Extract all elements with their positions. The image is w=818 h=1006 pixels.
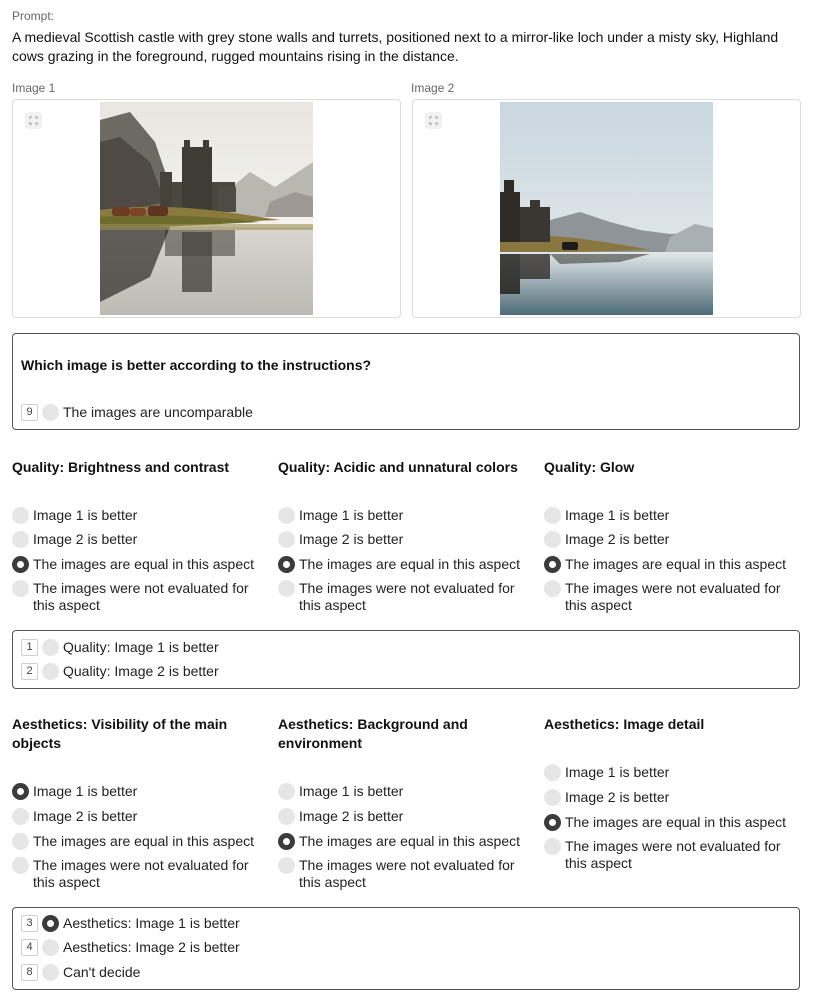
prompt-text: A medieval Scottish castle with grey stone walls and turrets, positioned next to a mirror-like loch under a misty sky, Highland cows grazing in the foreground, rugged mountains rising in the distance. <box>12 29 779 64</box>
quality-column-3-option[interactable] <box>544 531 799 548</box>
option-label: Image 1 is better <box>33 783 138 799</box>
aesthetics-column-1-option[interactable] <box>12 857 267 891</box>
radio-button[interactable] <box>12 556 29 573</box>
radio-button[interactable] <box>278 857 295 874</box>
radio-button[interactable] <box>544 531 561 548</box>
option-label: Image 1 is better <box>299 783 404 799</box>
radio-button[interactable] <box>278 783 295 800</box>
radio-button[interactable] <box>12 531 29 548</box>
aesthetics-column-2-option[interactable] <box>278 808 533 825</box>
aesthetics-column-3-option[interactable] <box>544 814 799 831</box>
radio-button[interactable] <box>278 531 295 548</box>
radio-button[interactable] <box>42 663 59 680</box>
aesthetics-column-3-option[interactable] <box>544 838 799 872</box>
radio-button[interactable] <box>544 580 561 597</box>
option-label: The images were not evaluated for this aspect <box>565 838 781 871</box>
radio-button[interactable] <box>278 808 295 825</box>
option-label: Image 2 is better <box>33 808 138 824</box>
image-1-card <box>12 99 401 318</box>
radio-button[interactable] <box>42 639 59 656</box>
radio-button[interactable] <box>278 556 295 573</box>
quality-column-1-option[interactable] <box>12 531 267 548</box>
option-label: Image 2 is better <box>565 531 670 547</box>
image-1-photo[interactable] <box>100 102 313 315</box>
aesthetics-column-2-option[interactable] <box>278 783 533 800</box>
option-label: Image 2 is better <box>565 789 670 805</box>
quality-column-2-title: Quality: Acidic and unnatural colors <box>278 459 518 475</box>
expand-icon[interactable] <box>425 112 442 129</box>
expand-icon[interactable] <box>25 112 42 129</box>
aesthetics-column-3-option[interactable] <box>544 789 799 806</box>
option-label: Image 1 is better <box>33 507 138 523</box>
hotkey-badge: 4 <box>21 939 38 956</box>
aesthetics-column-2-title: Aesthetics: Background and environment <box>278 716 468 751</box>
option-label: Image 2 is better <box>33 531 138 547</box>
option-label: The images were not evaluated for this aspect <box>299 580 515 613</box>
option-label: The images were not evaluated for this aspect <box>33 857 249 890</box>
option-label: The images are equal in this aspect <box>33 833 255 849</box>
image-1-label: Image 1 <box>12 81 56 95</box>
radio-button[interactable] <box>42 939 59 956</box>
radio-button[interactable] <box>544 814 561 831</box>
option-label: The images are equal in this aspect <box>299 833 521 849</box>
quality-column-2-option[interactable] <box>278 507 533 524</box>
option-label: The images are equal in this aspect <box>33 556 255 572</box>
option-label: The images are equal in this aspect <box>565 556 787 572</box>
radio-button[interactable] <box>544 789 561 806</box>
cant-decide-option[interactable] <box>21 962 140 982</box>
radio-button[interactable] <box>544 556 561 573</box>
quality-column-2-option[interactable] <box>278 531 533 548</box>
radio-button[interactable] <box>42 915 59 932</box>
aesthetics-column-1-option[interactable] <box>12 808 267 825</box>
quality-column-1-option[interactable] <box>12 556 267 573</box>
radio-button[interactable] <box>544 507 561 524</box>
option-label: The images are equal in this aspect <box>299 556 521 572</box>
quality-column-2-option[interactable] <box>278 580 533 614</box>
radio-button[interactable] <box>12 808 29 825</box>
aesthetics-column-2-option[interactable] <box>278 833 533 850</box>
quality-column-1-option[interactable] <box>12 580 267 614</box>
uncomparable-option[interactable] <box>21 402 253 422</box>
quality-column-1-title: Quality: Brightness and contrast <box>12 459 230 475</box>
option-label: The images were not evaluated for this aspect <box>33 580 249 613</box>
quality-image-2-option[interactable] <box>21 661 219 681</box>
radio-button[interactable] <box>12 507 29 524</box>
aesthetics-image-2-option[interactable] <box>21 937 240 957</box>
hotkey-badge: 3 <box>21 915 38 932</box>
option-label: Aesthetics: Image 2 is better <box>63 939 240 955</box>
quality-image-1-option[interactable] <box>21 637 219 657</box>
option-label: Aesthetics: Image 1 is better <box>63 915 240 931</box>
aesthetics-column-2-option[interactable] <box>278 857 533 891</box>
aesthetics-image-1-option[interactable] <box>21 913 240 933</box>
quality-column-3-title: Quality: Glow <box>544 459 635 475</box>
quality-column-2-option[interactable] <box>278 556 533 573</box>
radio-button[interactable] <box>12 857 29 874</box>
radio-button[interactable] <box>42 404 59 421</box>
radio-button[interactable] <box>278 833 295 850</box>
radio-button[interactable] <box>544 838 561 855</box>
option-label: The images were not evaluated for this aspect <box>299 857 515 890</box>
quality-column-1-option[interactable] <box>12 507 267 524</box>
option-label: The images are equal in this aspect <box>565 814 787 830</box>
aesthetics-column-1-option[interactable] <box>12 783 267 800</box>
hotkey-badge: 2 <box>21 663 38 680</box>
quality-summary-box <box>12 630 800 689</box>
aesthetics-column-1-title: Aesthetics: Visibility of the main objects <box>12 716 228 751</box>
radio-button[interactable] <box>278 580 295 597</box>
aesthetics-column-3-option[interactable] <box>544 764 799 781</box>
aesthetics-column-3-title: Aesthetics: Image detail <box>544 716 705 732</box>
option-label: Image 2 is better <box>299 808 404 824</box>
radio-button[interactable] <box>12 833 29 850</box>
radio-button[interactable] <box>544 764 561 781</box>
aesthetics-column-1-option[interactable] <box>12 833 267 850</box>
main-question-title: Which image is better according to the instructions? <box>21 357 372 373</box>
option-label: The images were not evaluated for this aspect <box>565 580 781 613</box>
option-label: Image 2 is better <box>299 531 404 547</box>
quality-column-3-option[interactable] <box>544 580 799 614</box>
option-label: Quality: Image 1 is better <box>63 639 219 655</box>
hotkey-badge: 8 <box>21 964 38 981</box>
radio-button[interactable] <box>12 783 29 800</box>
prompt-label: Prompt: <box>12 9 55 23</box>
radio-button[interactable] <box>278 507 295 524</box>
image-2-photo[interactable] <box>500 102 713 315</box>
quality-column-3-option[interactable] <box>544 507 799 524</box>
image-2-label: Image 2 <box>411 81 455 95</box>
image-2-card <box>412 99 801 318</box>
option-label: Image 1 is better <box>565 507 670 523</box>
aesthetics-summary-box <box>12 907 800 990</box>
hotkey-badge: 1 <box>21 639 38 656</box>
option-label: Image 1 is better <box>565 764 670 780</box>
option-label: Image 1 is better <box>299 507 404 523</box>
option-label: Quality: Image 2 is better <box>63 663 219 679</box>
quality-column-3-option[interactable] <box>544 556 799 573</box>
option-label: Can't decide <box>63 964 141 980</box>
hotkey-badge: 9 <box>21 404 38 421</box>
main-question-box <box>12 333 800 430</box>
radio-button[interactable] <box>12 580 29 597</box>
option-label: The images are uncomparable <box>63 404 253 420</box>
radio-button[interactable] <box>42 964 59 981</box>
